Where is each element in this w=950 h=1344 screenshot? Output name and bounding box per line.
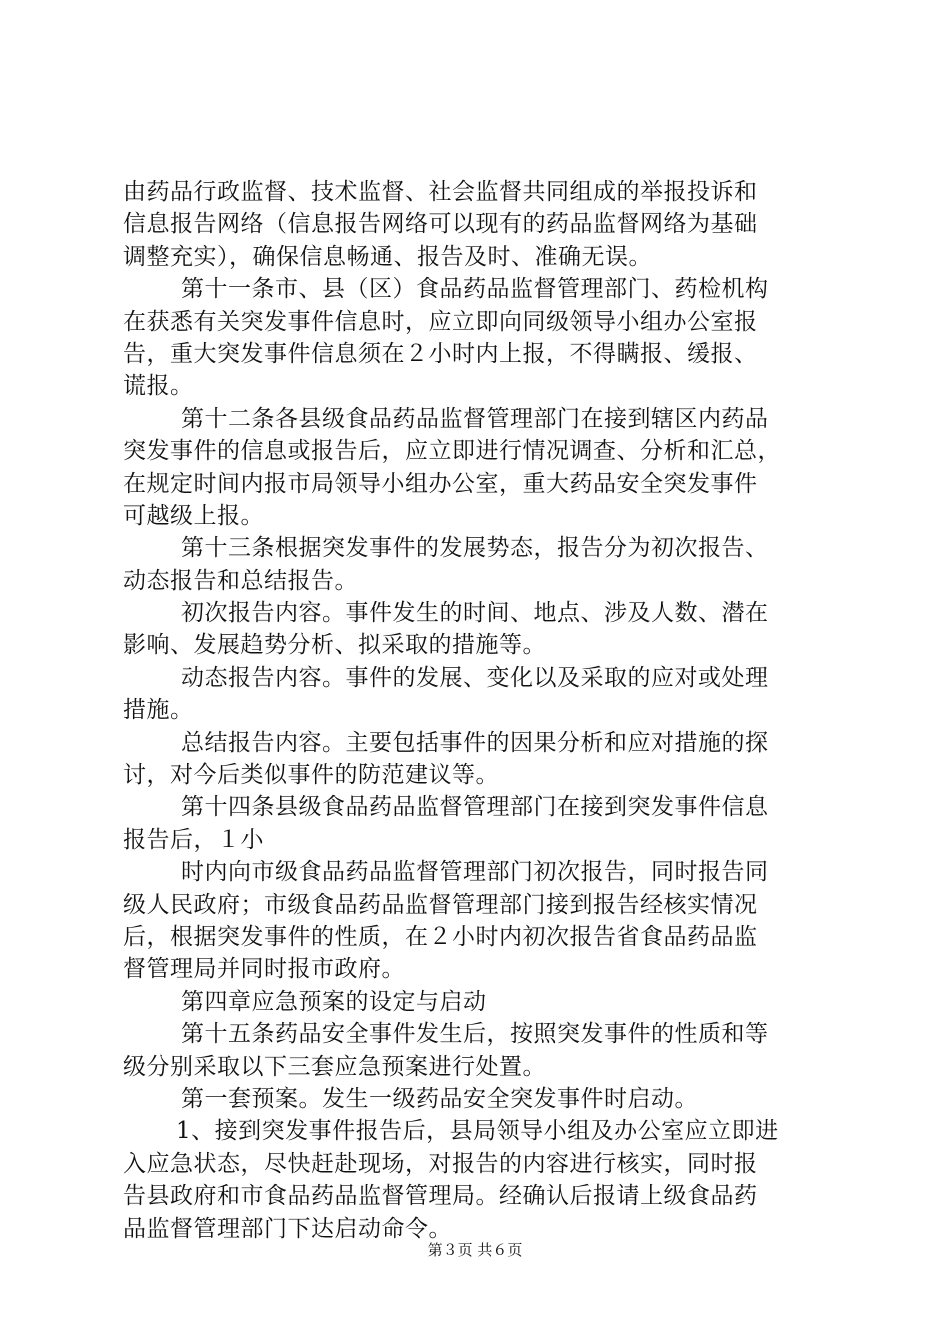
text-line: 第十一条市、县（区）食品药品监督管理部门、药检机构 [181, 276, 769, 303]
text-line: 在规定时间内报市局领导小组办公室，重大药品安全突发事件 [123, 470, 758, 497]
text-line: 由药品行政监督、技术监督、社会监督共同组成的举报投诉和 [123, 179, 758, 205]
text-line: 调整充实），确保信息畅通、报告及时、准确无误。 [123, 243, 652, 270]
text-line: 在获悉有关突发事件信息时，应立即向同级领导小组办公室报 [123, 308, 758, 335]
text-line: 第一套预案。发生一级药品安全突发事件时启动。 [181, 1085, 698, 1112]
text-line: 措施。 [123, 697, 194, 724]
text-line: 可越级上报。 [123, 502, 264, 529]
text-line: 总结报告内容。主要包括事件的因果分析和应对措施的探 [181, 729, 769, 756]
text-line: 第十四条县级食品药品监督管理部门在接到突发事件信息 [181, 794, 769, 821]
text-line: 第四章应急预案的设定与启动 [181, 988, 487, 1015]
text-line: 影响、发展趋势分析、拟采取的措施等。 [123, 632, 546, 659]
text-line: 告县政府和市食品药品监督管理局。经确认后报请上级食品药 [123, 1183, 758, 1210]
text-line: 报告后，１小 [123, 826, 264, 853]
page-footer: 第３页 共６页 [427, 1241, 523, 1259]
text-line: 动态报告和总结报告。 [123, 567, 358, 594]
text-line: 第十二条各县级食品药品监督管理部门在接到辖区内药品 [181, 405, 769, 432]
text-line: 级人民政府；市级食品药品监督管理部门接到报告经核实情况 [123, 891, 758, 918]
text-line: 信息报告网络（信息报告网络可以现有的药品监督网络为基础 [123, 211, 758, 238]
text-line: 入应急状态，尽快赶赴现场，对报告的内容进行核实，同时报 [123, 1150, 758, 1177]
text-line: 后，根据突发事件的性质，在２小时内初次报告省食品药品监 [123, 923, 758, 950]
text-line: 谎报。 [123, 373, 194, 400]
text-line: 讨，对今后类似事件的防范建议等。 [123, 762, 499, 789]
document-body [123, 176, 843, 1245]
text-line: 第十三条根据突发事件的发展势态，报告分为初次报告、 [181, 535, 769, 562]
text-line: 突发事件的信息或报告后，应立即进行情况调查、分析和汇总， [123, 438, 781, 465]
text-line: 告，重大突发事件信息须在２小时内上报，不得瞒报、缓报、 [123, 340, 758, 367]
text-line: 初次报告内容。事件发生的时间、地点、涉及人数、潜在 [181, 600, 769, 627]
text-line: 级分别采取以下三套应急预案进行处置。 [123, 1053, 546, 1080]
text-line: 时内向市级食品药品监督管理部门初次报告，同时报告同 [181, 859, 769, 886]
text-line: 第十五条药品安全事件发生后，按照突发事件的性质和等 [181, 1021, 769, 1048]
text-line: 1、接到突发事件报告后，县局领导小组及办公室应立即进 [176, 1118, 779, 1145]
text-line: 督管理局并同时报市政府。 [123, 956, 405, 983]
text-line: 动态报告内容。事件的发展、变化以及采取的应对或处理 [181, 664, 769, 691]
text-line: 品监督管理部门下达启动命令。 [123, 1215, 452, 1242]
